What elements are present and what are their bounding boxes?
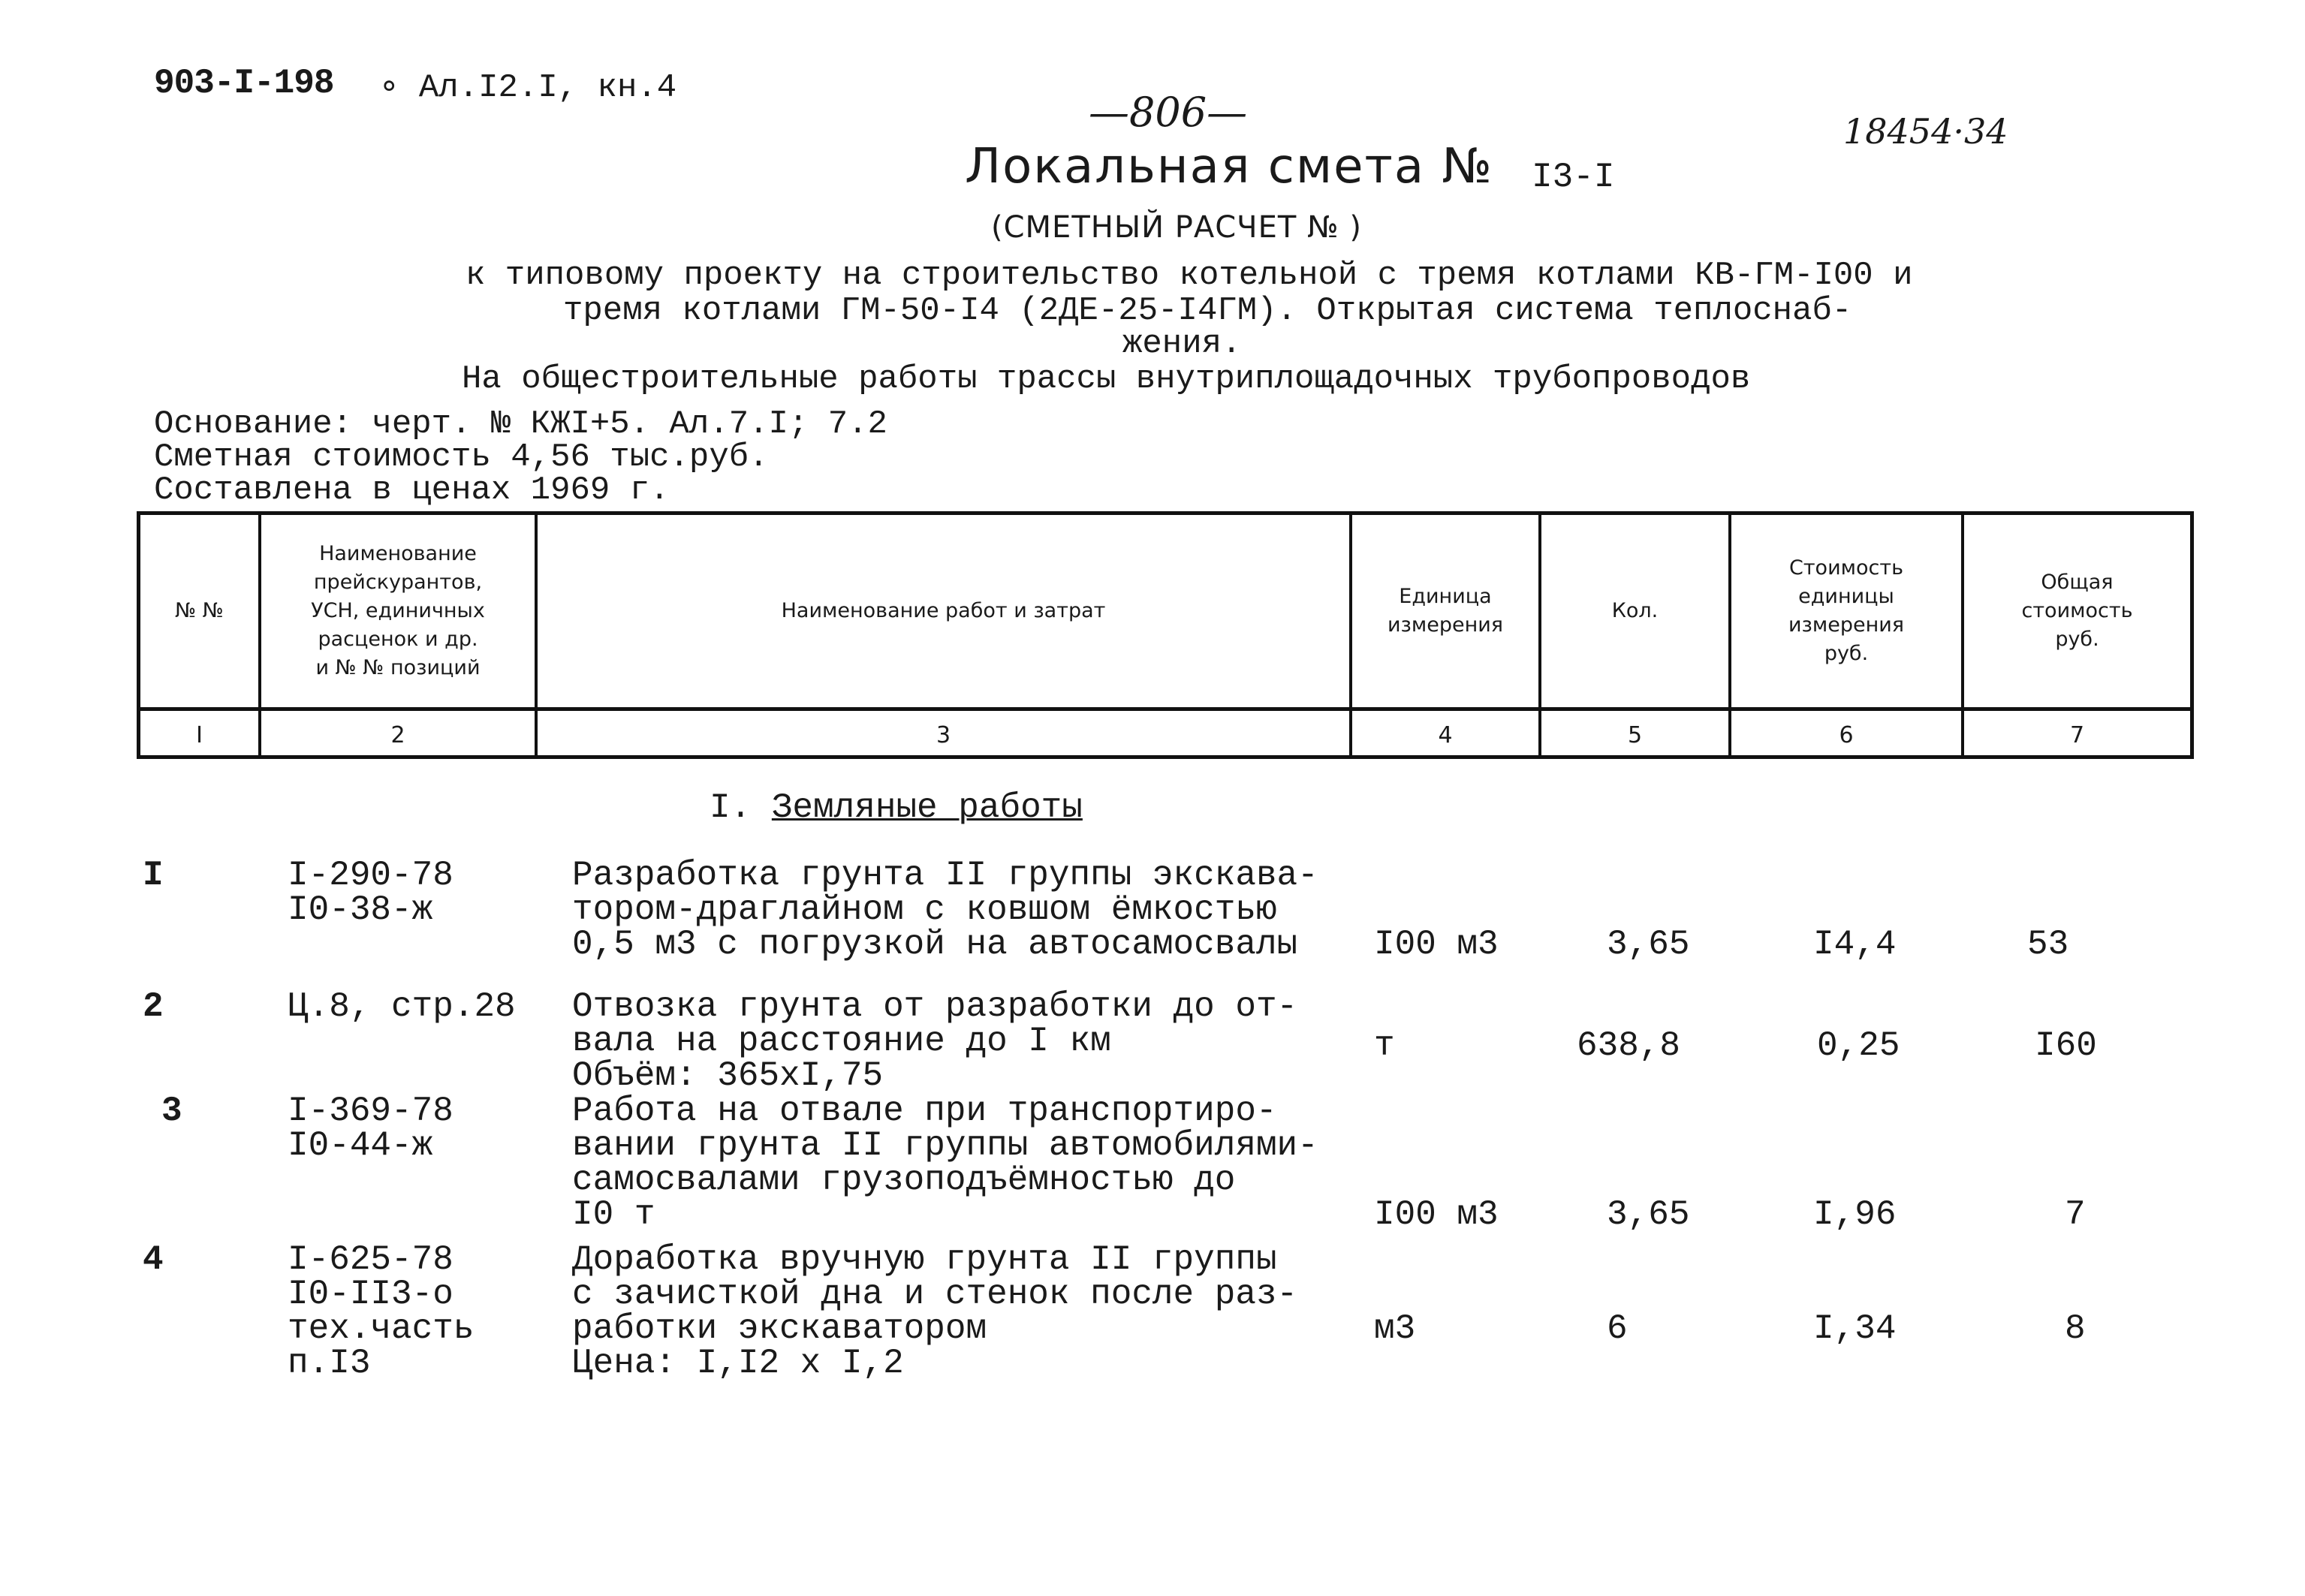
document-code: 903-I-198	[154, 64, 334, 103]
basis-line: Основание: черт. № КЖI+5. Ал.7.I; 7.2	[154, 405, 887, 443]
archive-number: 18454·34	[1843, 111, 2008, 152]
column-number: I	[196, 721, 203, 748]
column-header-unit-cost: Стоимость единицы измерения руб.	[1788, 556, 1905, 665]
row-number: 2	[143, 987, 164, 1026]
header-divider	[140, 707, 2190, 711]
unit: I00 м3	[1374, 1195, 1499, 1234]
column-number: 2	[390, 721, 405, 748]
total-cost: 8	[2065, 1309, 2086, 1348]
column-header-quantity: Кол.	[1611, 599, 1659, 622]
unit-cost: I4,4	[1813, 925, 1897, 964]
quantity: 3,65	[1607, 1195, 1690, 1234]
price-code: Ц.8, стр.28	[288, 987, 516, 1026]
unit: I00 м3	[1374, 925, 1499, 964]
column-header-number: № №	[175, 599, 224, 622]
unit-cost: 0,25	[1817, 1026, 1900, 1065]
page-title: Локальная смета №	[965, 139, 1493, 194]
column-number: 5	[1627, 721, 1643, 748]
quantity: 3,65	[1607, 925, 1690, 964]
work-description: Работа на отвале при транспортиро- вании грунта II группы автомобилями- самосвалами грузоподъёмностью до I0 т	[572, 1092, 1318, 1234]
description-line: жения.	[1122, 325, 1242, 363]
description-line: тремя котлами ГМ-50-I4 (2ДЕ-25-I4ГМ). Открытая система теплоснаб-	[563, 292, 1852, 330]
quantity: 6	[1607, 1309, 1628, 1348]
row-number: 4	[143, 1240, 164, 1279]
unit: т	[1374, 1026, 1395, 1065]
estimated-cost-line: Сметная стоимость 4,56 тыс.руб.	[154, 438, 769, 476]
description-line: к типовому проекту на строительство котельной с тремя котлами КВ-ГМ-I00 и	[466, 257, 1913, 294]
work-description: Разработка грунта II группы экскава- тором-драглайном с ковшом ёмкостью 0,5 м3 с погрузкой на автосамосвалы	[572, 856, 1318, 964]
column-header-unit: Единица измерения	[1387, 585, 1504, 637]
total-cost: 53	[2027, 925, 2069, 964]
page-subtitle: (СМЕТНЫЙ РАСЧЕТ № )	[991, 210, 1362, 245]
estimate-number: I3-I	[1532, 158, 1615, 197]
unit: м3	[1374, 1309, 1416, 1348]
total-cost: 7	[2065, 1195, 2086, 1234]
page-number: —806—	[1089, 89, 1248, 136]
work-description: Отвозка грунта от разработки до от- вала на расстояние до I км Объём: 365хI,75	[572, 987, 1298, 1095]
column-header-price-code: Наименование прейскурантов, УСН, единичных расценок и др. и № № позиций	[311, 542, 485, 679]
price-level-line: Составлена в ценах 1969 г.	[154, 471, 670, 509]
column-number: 7	[2069, 721, 2085, 748]
column-number: 6	[1839, 721, 1854, 748]
price-code: I-290-78 I0-38-ж	[288, 856, 453, 929]
description-line: На общестроительные работы трассы внутриплощадочных трубопроводов	[462, 360, 1751, 398]
album-reference: ∘ Ал.I2.I, кн.4	[379, 69, 677, 107]
unit-cost: I,34	[1813, 1309, 1897, 1348]
quantity: 638,8	[1577, 1026, 1681, 1065]
unit-cost: I,96	[1813, 1195, 1897, 1234]
estimate-table-header	[137, 511, 2194, 759]
row-number: I	[143, 856, 164, 895]
column-header-work-name: Наименование работ и затрат	[781, 599, 1106, 622]
price-code: I-625-78 I0-II3-о тех.часть п.I3	[288, 1240, 475, 1383]
section-title: I. Земляные работы	[710, 788, 1083, 827]
row-number: 3	[161, 1092, 182, 1131]
work-description: Доработка вручную грунта II группы с зачисткой дна и стенок после раз- работки экскаватором Цена: I,I2 х I,2	[572, 1240, 1298, 1383]
column-header-total-cost: Общая стоимость руб.	[2021, 571, 2133, 651]
column-number: 3	[936, 721, 951, 748]
total-cost: I60	[2035, 1026, 2097, 1065]
column-number: 4	[1438, 721, 1453, 748]
price-code: I-369-78 I0-44-ж	[288, 1092, 453, 1165]
